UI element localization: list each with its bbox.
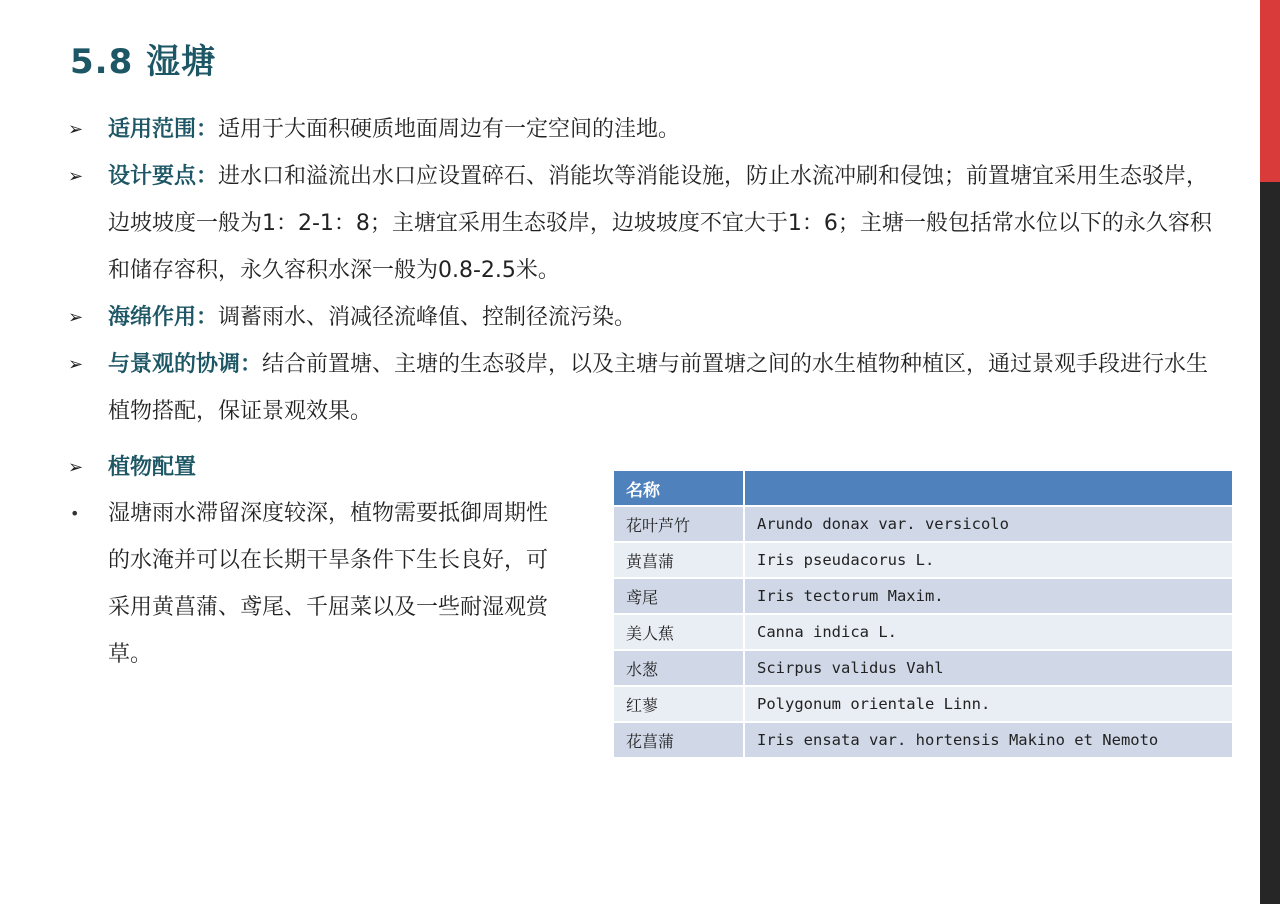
bullet-text: 结合前置塘、主塘的生态驳岸，以及主塘与前置塘之间的水生植物种植区，通过景观手段进行水生植物搭配，保证景观效果。 <box>108 352 1209 424</box>
bullet-design-points <box>68 153 1228 294</box>
bullet-label: 海绵作用： <box>108 305 219 330</box>
dot-icon: • <box>70 504 80 523</box>
plant-name-cell: 鸢尾 <box>614 578 744 614</box>
plant-latin-cell: Canna indica L. <box>744 614 1232 650</box>
plant-latin-cell: Arundo donax var. versicolo <box>744 506 1232 542</box>
plant-table <box>614 471 1232 757</box>
bullet-label: 适用范围： <box>108 117 219 142</box>
plant-latin-cell: Iris pseudacorus L. <box>744 542 1232 578</box>
bullet-sponge-function <box>68 294 1228 341</box>
table-header-latin <box>744 471 1232 506</box>
arrow-right-icon: ➢ <box>68 119 84 140</box>
arrow-right-icon: ➢ <box>68 307 84 328</box>
table-row <box>614 722 1232 757</box>
arrow-right-icon: ➢ <box>68 354 84 375</box>
plant-name-cell: 花叶芦竹 <box>614 506 744 542</box>
plant-latin-cell: Scirpus validus Vahl <box>744 650 1232 686</box>
plants-description <box>68 490 550 678</box>
bullet-text: 进水口和溢流出水口应设置碎石、消能坎等消能设施，防止水流冲刷和侵蚀；前置塘宜采用生态驳岸，边坡坡度一般为1：2-1：8；主塘宜采用生态驳岸，边坡坡度不宜大于1：6；主塘一般包括常水位以下的永久容积和储存容积，永久容积水深一般为0.8-2.5米。 <box>108 164 1212 283</box>
arrow-right-icon: ➢ <box>68 166 84 187</box>
right-side-bar <box>1260 0 1280 904</box>
table-header-name: 名称 <box>614 471 744 506</box>
plant-latin-cell: Iris tectorum Maxim. <box>744 578 1232 614</box>
table-header-row <box>614 471 1232 506</box>
table-row <box>614 542 1232 578</box>
table-row <box>614 686 1232 722</box>
table-row <box>614 578 1232 614</box>
bullet-list <box>68 106 1228 435</box>
plant-latin-cell: Polygonum orientale Linn. <box>744 686 1232 722</box>
bullet-text: 适用于大面积硬质地面周边有一定空间的洼地。 <box>218 117 681 142</box>
page-title: 5.8 湿塘 <box>70 42 217 82</box>
plant-name-cell: 黄菖蒲 <box>614 542 744 578</box>
plants-heading-text: 植物配置 <box>108 455 197 480</box>
table-row <box>614 506 1232 542</box>
plants-heading <box>68 444 196 491</box>
plants-description-text: 湿塘雨水滞留深度较深，植物需要抵御周期性的水淹并可以在长期干旱条件下生长良好，可采用黄菖蒲、鸢尾、千屈菜以及一些耐湿观赏草。 <box>108 501 549 667</box>
bullet-text: 调蓄雨水、消减径流峰值、控制径流污染。 <box>218 305 637 330</box>
plant-name-cell: 水葱 <box>614 650 744 686</box>
arrow-right-icon: ➢ <box>68 457 84 478</box>
plant-latin-cell: Iris ensata var. hortensis Makino et Nemoto <box>744 722 1232 757</box>
bullet-label: 设计要点： <box>108 164 219 189</box>
red-accent-bar <box>1260 0 1280 182</box>
bullet-label: 与景观的协调： <box>108 352 263 377</box>
bullet-landscape <box>68 341 1228 435</box>
plant-name-cell: 红蓼 <box>614 686 744 722</box>
table-row <box>614 650 1232 686</box>
plant-name-cell: 美人蕉 <box>614 614 744 650</box>
bullet-scope <box>68 106 1228 153</box>
table-row <box>614 614 1232 650</box>
plant-name-cell: 花菖蒲 <box>614 722 744 757</box>
